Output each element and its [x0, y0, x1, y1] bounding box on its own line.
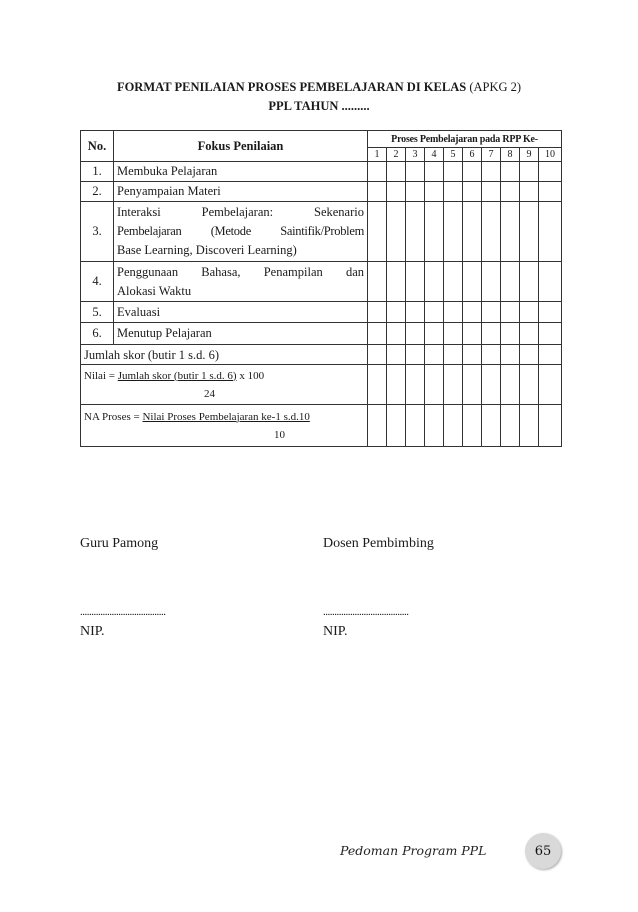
score-cell[interactable] [387, 405, 406, 447]
score-cell[interactable] [368, 202, 387, 262]
nilai-prefix: Nilai = [84, 369, 118, 382]
score-cell[interactable] [501, 323, 520, 345]
na-formula [81, 405, 368, 447]
na-denominator: 10 [274, 428, 285, 441]
table-row [81, 182, 562, 202]
score-cell[interactable] [368, 323, 387, 345]
score-cell[interactable] [387, 262, 406, 302]
score-cell[interactable] [539, 365, 562, 405]
score-cell[interactable] [463, 202, 482, 262]
score-cell[interactable] [520, 323, 539, 345]
header-number: 5 [444, 148, 463, 162]
score-cell[interactable] [368, 162, 387, 182]
score-cell[interactable] [539, 162, 562, 182]
nilai-numerator: Jumlah skor (butir 1 s.d. 6) [117, 369, 237, 382]
score-cell[interactable] [539, 202, 562, 262]
score-cell[interactable] [387, 182, 406, 202]
dosen-pembimbing-label: Dosen Pembimbing [323, 536, 434, 551]
score-cell[interactable] [387, 323, 406, 345]
score-cell[interactable] [444, 202, 463, 262]
row-number: 3. [81, 202, 114, 262]
score-cell[interactable] [444, 182, 463, 202]
header-number: 2 [387, 148, 406, 162]
score-cell[interactable] [368, 405, 387, 447]
score-cell[interactable] [463, 365, 482, 405]
na-numerator: Nilai Proses Pembelajaran ke-1 s.d.10 [142, 410, 310, 423]
score-cell[interactable] [425, 202, 444, 262]
focus-line: Base Learning, Discoveri Learning) [117, 243, 297, 257]
score-cell[interactable] [520, 262, 539, 302]
na-prefix: NA Proses = [84, 410, 143, 423]
score-cell[interactable] [520, 162, 539, 182]
score-cell[interactable] [539, 345, 562, 365]
score-cell[interactable] [444, 365, 463, 405]
score-cell[interactable] [482, 182, 501, 202]
score-cell[interactable] [539, 405, 562, 447]
score-cell[interactable] [387, 202, 406, 262]
score-cell[interactable] [520, 405, 539, 447]
table-row [81, 345, 562, 365]
score-cell[interactable] [368, 302, 387, 323]
row-number: 2. [81, 182, 114, 202]
focus-line: Alokasi Waktu [117, 283, 192, 298]
footer-title: Pedoman Program PPL [340, 843, 487, 858]
score-cell[interactable] [406, 162, 425, 182]
score-cell[interactable] [520, 365, 539, 405]
score-cell[interactable] [444, 262, 463, 302]
score-cell[interactable] [406, 302, 425, 323]
score-cell[interactable] [463, 345, 482, 365]
score-cell[interactable] [406, 345, 425, 365]
score-cell[interactable] [406, 405, 425, 447]
header-number: 9 [520, 148, 539, 162]
row-focus: Membuka Pelajaran [114, 162, 368, 182]
row-number: 1. [81, 162, 114, 182]
header-number: 10 [539, 148, 562, 162]
score-cell[interactable] [444, 162, 463, 182]
score-cell[interactable] [425, 323, 444, 345]
score-cell[interactable] [501, 162, 520, 182]
document-title [0, 78, 638, 116]
assessment-table [80, 130, 562, 447]
score-cell[interactable] [501, 262, 520, 302]
focus-line: Penggunaan Bahasa, Penampilan dan [117, 264, 364, 279]
score-cell[interactable] [387, 345, 406, 365]
focus-line: Interaksi Pembelajaran: Sekenario [117, 205, 364, 219]
row-focus [114, 202, 368, 262]
score-cell[interactable] [501, 182, 520, 202]
table-row [81, 323, 562, 345]
score-cell[interactable] [406, 202, 425, 262]
score-cell[interactable] [406, 182, 425, 202]
score-cell[interactable] [425, 182, 444, 202]
page-number-badge [525, 833, 561, 869]
score-cell[interactable] [444, 345, 463, 365]
table-row [81, 262, 562, 302]
guru-nip-label: NIP. [80, 624, 105, 639]
header-number: 4 [425, 148, 444, 162]
row-number: 4. [81, 262, 114, 302]
score-cell[interactable] [482, 262, 501, 302]
score-cell[interactable] [387, 162, 406, 182]
row-focus: Menutup Pelajaran [114, 323, 368, 345]
title-code: (APKG 2) [469, 80, 522, 94]
header-number: 6 [463, 148, 482, 162]
header-number: 8 [501, 148, 520, 162]
score-cell[interactable] [520, 202, 539, 262]
table-row [81, 405, 562, 447]
score-cell[interactable] [406, 365, 425, 405]
score-cell[interactable] [501, 202, 520, 262]
score-cell[interactable] [425, 345, 444, 365]
score-cell[interactable] [520, 302, 539, 323]
header-number: 1 [368, 148, 387, 162]
score-cell[interactable] [444, 302, 463, 323]
nilai-denominator: 24 [204, 387, 215, 400]
row-number: 5. [81, 302, 114, 323]
score-cell[interactable] [368, 182, 387, 202]
score-cell[interactable] [406, 262, 425, 302]
table-row [81, 202, 562, 262]
score-cell[interactable] [520, 345, 539, 365]
dosen-nip-label: NIP. [323, 624, 348, 639]
score-cell[interactable] [482, 302, 501, 323]
score-cell[interactable] [368, 365, 387, 405]
nilai-suffix: x 100 [236, 369, 265, 382]
score-cell[interactable] [463, 262, 482, 302]
score-cell[interactable] [482, 323, 501, 345]
nilai-formula [81, 365, 368, 405]
header-proses: Proses Pembelajaran pada RPP Ke- [368, 131, 562, 148]
score-cell[interactable] [501, 302, 520, 323]
score-cell[interactable] [482, 202, 501, 262]
score-cell[interactable] [482, 345, 501, 365]
score-cell[interactable] [463, 323, 482, 345]
score-cell[interactable] [368, 262, 387, 302]
row-focus: Evaluasi [114, 302, 368, 323]
score-cell[interactable] [425, 365, 444, 405]
table-row [81, 302, 562, 323]
score-cell[interactable] [482, 365, 501, 405]
guru-signature-line[interactable]: ...................................... [80, 606, 166, 618]
score-cell[interactable] [482, 405, 501, 447]
header-number: 3 [406, 148, 425, 162]
score-cell[interactable] [539, 302, 562, 323]
score-cell[interactable] [482, 162, 501, 182]
score-cell[interactable] [425, 302, 444, 323]
guru-pamong-label: Guru Pamong [80, 536, 159, 551]
header-number: 7 [482, 148, 501, 162]
dosen-signature-line[interactable]: ...................................... [323, 606, 409, 618]
score-cell[interactable] [425, 162, 444, 182]
score-cell[interactable] [368, 345, 387, 365]
score-cell[interactable] [463, 182, 482, 202]
title-main: FORMAT PENILAIAN PROSES PEMBELAJARAN DI KELAS [116, 80, 467, 94]
score-cell[interactable] [425, 262, 444, 302]
score-cell[interactable] [539, 182, 562, 202]
header-focus: Fokus Penilaian [114, 131, 368, 162]
jumlah-skor-label: Jumlah skor (butir 1 s.d. 6) [81, 345, 368, 365]
score-cell[interactable] [463, 162, 482, 182]
score-cell[interactable] [406, 323, 425, 345]
page-number: 65 [534, 843, 552, 859]
row-focus: Penyampaian Materi [114, 182, 368, 202]
score-cell[interactable] [463, 302, 482, 323]
score-cell[interactable] [539, 323, 562, 345]
focus-line: Pembelajaran (Metode Saintifik/Problem [117, 224, 364, 238]
title-year: PPL TAHUN ......... [268, 99, 370, 113]
score-cell[interactable] [425, 405, 444, 447]
row-number: 6. [81, 323, 114, 345]
score-cell[interactable] [520, 182, 539, 202]
score-cell[interactable] [387, 302, 406, 323]
score-cell[interactable] [501, 345, 520, 365]
score-cell[interactable] [463, 405, 482, 447]
score-cell[interactable] [501, 365, 520, 405]
table-row [81, 162, 562, 182]
score-cell[interactable] [444, 405, 463, 447]
row-focus [114, 262, 368, 302]
score-cell[interactable] [501, 405, 520, 447]
table-row [81, 365, 562, 405]
header-no: No. [81, 131, 114, 162]
score-cell[interactable] [387, 365, 406, 405]
score-cell[interactable] [539, 262, 562, 302]
score-cell[interactable] [444, 323, 463, 345]
